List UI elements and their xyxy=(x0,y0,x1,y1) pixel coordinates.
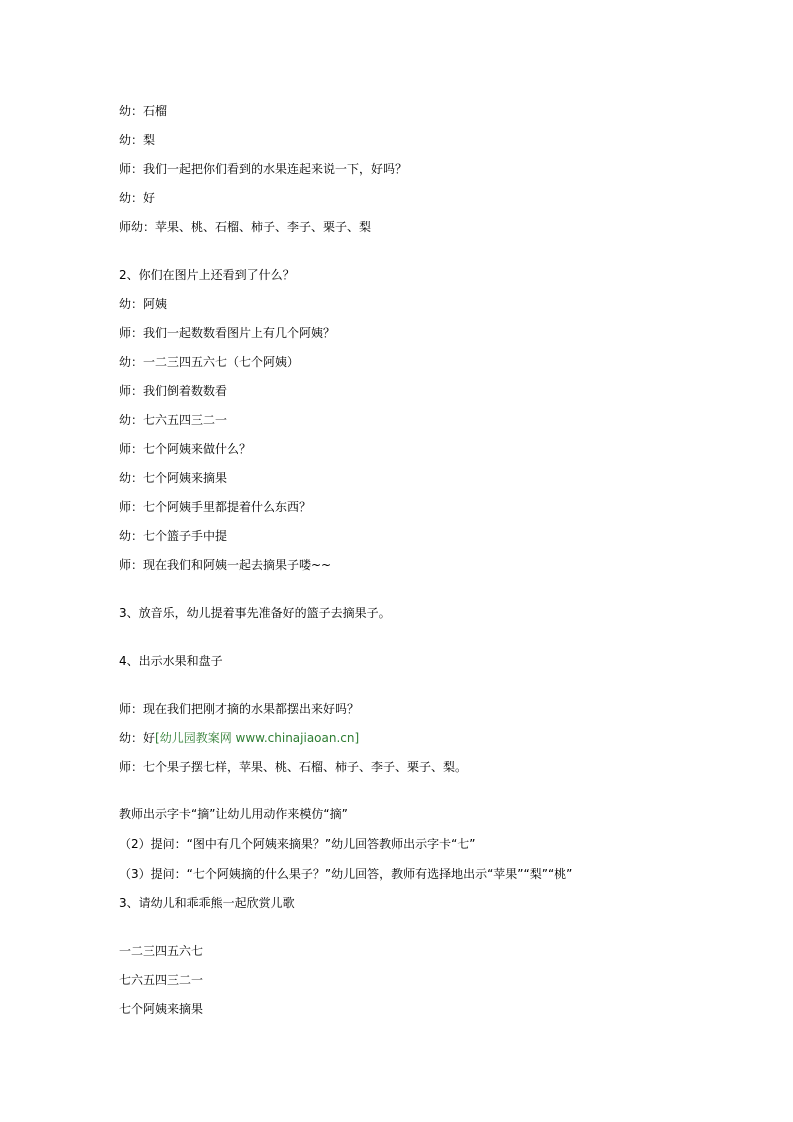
dialogue-line-with-link xyxy=(119,730,359,746)
dialogue-line: 幼：石榴 xyxy=(119,104,168,118)
dialogue-line: 师：七个果子摆七样，苹果、桃、石榴、柿子、李子、栗子、梨。 xyxy=(119,760,468,774)
section-heading: 4、出示水果和盘子 xyxy=(119,654,223,668)
instruction-line: （2）提问：“图中有几个阿姨来摘果？”幼儿回答教师出示字卡“七” xyxy=(119,837,476,851)
dialogue-line: 幼：一二三四五六七（七个阿姨） xyxy=(119,355,300,369)
song-line: 一二三四五六七 xyxy=(119,944,204,958)
dialogue-line: 师：现在我们把刚才摘的水果都摆出来好吗？ xyxy=(119,702,360,716)
dialogue-line: 师幼：苹果、桃、石榴、柿子、李子、栗子、梨 xyxy=(119,220,372,234)
dialogue-line: 师：我们一起数数看图片上有几个阿姨？ xyxy=(119,326,336,340)
dialogue-line: 幼：梨 xyxy=(119,133,156,147)
song-line: 七六五四三二一 xyxy=(119,973,204,987)
dialogue-line: 师：我们倒着数数看 xyxy=(119,384,228,398)
dialogue-line: 师：七个阿姨来做什么？ xyxy=(119,442,252,456)
dialogue-line: 幼：好 xyxy=(119,191,156,205)
dialogue-prefix: 幼：好 xyxy=(119,731,156,745)
section-heading: 3、请幼儿和乖乖熊一起欣赏儿歌 xyxy=(119,896,295,910)
song-line: 七个阿姨来摘果 xyxy=(119,1002,204,1016)
section-heading: 2、你们在图片上还看到了什么？ xyxy=(119,268,295,282)
instruction-line: （3）提问：“七个阿姨摘的什么果子？”幼儿回答，教师有选择地出示“苹果”“梨”“桃” xyxy=(119,867,573,881)
dialogue-line: 幼：七个篮子手中提 xyxy=(119,529,228,543)
dialogue-line: 师：现在我们和阿姨一起去摘果子喽~~ xyxy=(119,558,332,572)
dialogue-line: 师：我们一起把你们看到的水果连起来说一下，好吗？ xyxy=(119,162,408,176)
section-heading: 3、放音乐，幼儿提着事先准备好的篮子去摘果子。 xyxy=(119,606,391,620)
dialogue-line: 幼：七六五四三二一 xyxy=(119,413,228,427)
dialogue-line: 师：七个阿姨手里都提着什么东西？ xyxy=(119,500,312,514)
dialogue-line: 幼：七个阿姨来摘果 xyxy=(119,471,228,485)
site-link[interactable]: [幼儿园教案网 www.chinajiaoan.cn] xyxy=(155,731,360,745)
instruction-line: 教师出示字卡“摘”让幼儿用动作来模仿“摘” xyxy=(119,807,348,821)
dialogue-line: 幼：阿姨 xyxy=(119,297,168,311)
